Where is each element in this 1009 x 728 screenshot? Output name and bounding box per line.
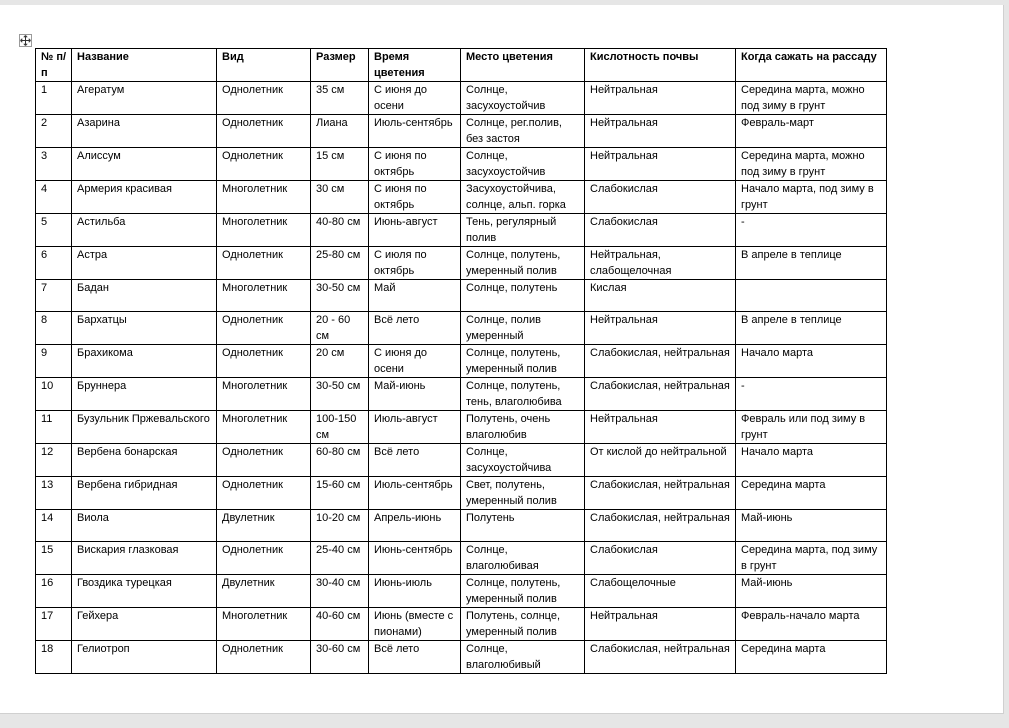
cell-bloom-time[interactable]: Июнь-август xyxy=(369,214,461,247)
cell-bloom-place[interactable]: Солнце, засухоустойчив xyxy=(461,82,585,115)
cell-name[interactable]: Алиссум xyxy=(72,148,217,181)
cell-name[interactable]: Астра xyxy=(72,247,217,280)
cell-bloom-time[interactable]: Всё лето xyxy=(369,641,461,674)
cell-seedling-time[interactable]: В апреле в теплице xyxy=(736,247,887,280)
cell-num[interactable]: 6 xyxy=(36,247,72,280)
cell-size[interactable]: 30 см xyxy=(311,181,369,214)
cell-type[interactable]: Двулетник xyxy=(217,510,311,542)
table-row xyxy=(36,247,887,280)
cell-soil-acidity[interactable]: Нейтральная xyxy=(585,115,736,148)
cell-seedling-time[interactable]: Май-июнь xyxy=(736,575,887,608)
cell-soil-acidity[interactable]: Слабокислая, нейтральная xyxy=(585,641,736,674)
cell-num[interactable]: 5 xyxy=(36,214,72,247)
cell-bloom-time[interactable]: С июля по октябрь xyxy=(369,247,461,280)
cell-type[interactable]: Многолетник xyxy=(217,181,311,214)
cell-bloom-time[interactable]: С июня по октябрь xyxy=(369,148,461,181)
cell-type[interactable]: Однолетник xyxy=(217,312,311,345)
cell-soil-acidity[interactable]: Нейтральная, слабощелочная xyxy=(585,247,736,280)
cell-bloom-place[interactable]: Полутень, солнце, умеренный полив xyxy=(461,608,585,641)
column-header-num: № п/п xyxy=(36,49,72,82)
cell-bloom-place[interactable]: Солнце, полутень, умеренный полив xyxy=(461,575,585,608)
cell-bloom-time[interactable]: Апрель-июнь xyxy=(369,510,461,542)
cell-name[interactable]: Агератум xyxy=(72,82,217,115)
cell-type[interactable]: Однолетник xyxy=(217,115,311,148)
cell-bloom-time[interactable]: Июнь-сентябрь xyxy=(369,542,461,575)
cell-bloom-time[interactable]: С июня по октябрь xyxy=(369,181,461,214)
table-row xyxy=(36,444,887,477)
cell-size[interactable]: 20 см xyxy=(311,345,369,378)
cell-num[interactable]: 13 xyxy=(36,477,72,510)
cell-bloom-place[interactable]: Засухоустойчива, солнце, альп. горка xyxy=(461,181,585,214)
cell-type[interactable]: Однолетник xyxy=(217,148,311,181)
cell-type[interactable]: Многолетник xyxy=(217,608,311,641)
cell-size[interactable]: 40-60 см xyxy=(311,608,369,641)
cell-bloom-time[interactable]: С июня до осени xyxy=(369,82,461,115)
cell-num[interactable]: 12 xyxy=(36,444,72,477)
cell-size[interactable]: 15 см xyxy=(311,148,369,181)
column-header-type: Вид xyxy=(217,49,311,82)
cell-bloom-place[interactable]: Свет, полутень, умеренный полив xyxy=(461,477,585,510)
cell-num[interactable]: 16 xyxy=(36,575,72,608)
cell-name[interactable]: Вискария глазковая xyxy=(72,542,217,575)
cell-num[interactable]: 8 xyxy=(36,312,72,345)
cell-bloom-time[interactable]: Июль-сентябрь xyxy=(369,115,461,148)
cell-size[interactable]: 10-20 см xyxy=(311,510,369,542)
table-row xyxy=(36,115,887,148)
cell-soil-acidity[interactable]: Нейтральная xyxy=(585,148,736,181)
cell-type[interactable]: Однолетник xyxy=(217,82,311,115)
column-header-seedling-time: Когда сажать на рассаду xyxy=(736,49,887,82)
cell-num[interactable]: 17 xyxy=(36,608,72,641)
table-row xyxy=(36,510,887,542)
cell-num[interactable]: 18 xyxy=(36,641,72,674)
column-header-soil-acidity: Кислотность почвы xyxy=(585,49,736,82)
cell-num[interactable]: 2 xyxy=(36,115,72,148)
table-row xyxy=(36,312,887,345)
cell-name[interactable]: Виола xyxy=(72,510,217,542)
cell-bloom-time[interactable]: Июль-август xyxy=(369,411,461,444)
cell-name[interactable]: Армерия красивая xyxy=(72,181,217,214)
table-row xyxy=(36,411,887,444)
cell-bloom-place[interactable]: Солнце, полутень, тень, влаголюбива xyxy=(461,378,585,411)
cell-bloom-place[interactable]: Полутень, очень влаголюбив xyxy=(461,411,585,444)
cell-size[interactable]: Лиана xyxy=(311,115,369,148)
column-header-size: Размер xyxy=(311,49,369,82)
cell-soil-acidity[interactable]: Слабокислая, нейтральная xyxy=(585,510,736,542)
cell-name[interactable]: Бархатцы xyxy=(72,312,217,345)
cell-soil-acidity[interactable]: Слабокислая xyxy=(585,542,736,575)
cell-bloom-place[interactable]: Солнце, засухоустойчив xyxy=(461,148,585,181)
table-row xyxy=(36,608,887,641)
table-row xyxy=(36,214,887,247)
cell-size[interactable]: 25-80 см xyxy=(311,247,369,280)
cell-soil-acidity[interactable]: Нейтральная xyxy=(585,312,736,345)
cell-name[interactable]: Вербена бонарская xyxy=(72,444,217,477)
cell-soil-acidity[interactable]: Слабощелочные xyxy=(585,575,736,608)
cell-soil-acidity[interactable]: Нейтральная xyxy=(585,82,736,115)
cell-bloom-time[interactable]: Май-июнь xyxy=(369,378,461,411)
cell-type[interactable]: Однолетник xyxy=(217,542,311,575)
cell-name[interactable]: Вербена гибридная xyxy=(72,477,217,510)
table-row xyxy=(36,641,887,674)
cell-name[interactable]: Гвоздика турецкая xyxy=(72,575,217,608)
cell-num[interactable]: 11 xyxy=(36,411,72,444)
cell-name[interactable]: Бадан xyxy=(72,280,217,312)
cell-bloom-time[interactable]: С июня до осени xyxy=(369,345,461,378)
cell-seedling-time[interactable]: В апреле в теплице xyxy=(736,312,887,345)
table-row xyxy=(36,477,887,510)
cell-num[interactable]: 9 xyxy=(36,345,72,378)
cell-bloom-time[interactable]: Всё лето xyxy=(369,312,461,345)
cell-name[interactable]: Бузульник Пржевальского xyxy=(72,411,217,444)
cell-bloom-place[interactable]: Солнце, полутень, умеренный полив xyxy=(461,345,585,378)
cell-num[interactable]: 15 xyxy=(36,542,72,575)
cell-seedling-time[interactable]: - xyxy=(736,378,887,411)
document-page xyxy=(0,5,1004,714)
table-row xyxy=(36,542,887,575)
table-row xyxy=(36,148,887,181)
cell-soil-acidity[interactable]: Слабокислая, нейтральная xyxy=(585,477,736,510)
cell-size[interactable]: 15-60 см xyxy=(311,477,369,510)
cell-size[interactable]: 25-40 см xyxy=(311,542,369,575)
cell-num[interactable]: 7 xyxy=(36,280,72,312)
cell-bloom-time[interactable]: Июль-сентябрь xyxy=(369,477,461,510)
cell-soil-acidity[interactable]: Слабокислая, нейтральная xyxy=(585,345,736,378)
table-row xyxy=(36,280,887,312)
cell-seedling-time[interactable]: Середина марта, можно под зиму в грунт xyxy=(736,148,887,181)
cell-seedling-time[interactable]: Февраль-март xyxy=(736,115,887,148)
cell-seedling-time[interactable]: Май-июнь xyxy=(736,510,887,542)
table-move-handle-icon[interactable] xyxy=(19,34,32,47)
cell-name[interactable]: Азарина xyxy=(72,115,217,148)
table-row xyxy=(36,378,887,411)
cell-seedling-time[interactable]: Февраль-начало марта xyxy=(736,608,887,641)
cell-size[interactable]: 30-50 см xyxy=(311,280,369,312)
cell-num[interactable]: 10 xyxy=(36,378,72,411)
cell-bloom-place[interactable]: Солнце, полутень, умеренный полив xyxy=(461,247,585,280)
cell-type[interactable]: Многолетник xyxy=(217,280,311,312)
table-row xyxy=(36,181,887,214)
cell-seedling-time[interactable]: - xyxy=(736,214,887,247)
cell-bloom-time[interactable]: Май xyxy=(369,280,461,312)
cell-size[interactable]: 40-80 см xyxy=(311,214,369,247)
cell-soil-acidity[interactable]: Кислая xyxy=(585,280,736,312)
cell-type[interactable]: Двулетник xyxy=(217,575,311,608)
cell-seedling-time[interactable]: Февраль или под зиму в грунт xyxy=(736,411,887,444)
cell-seedling-time[interactable]: Середина марта, можно под зиму в грунт xyxy=(736,82,887,115)
cell-bloom-place[interactable]: Солнце, рег.полив, без застоя xyxy=(461,115,585,148)
cell-bloom-place[interactable]: Солнце, влаголюбивая xyxy=(461,542,585,575)
cell-bloom-time[interactable]: Июнь (вместе с пионами) xyxy=(369,608,461,641)
cell-num[interactable]: 3 xyxy=(36,148,72,181)
cell-type[interactable]: Многолетник xyxy=(217,214,311,247)
cell-seedling-time[interactable] xyxy=(736,280,887,312)
cell-bloom-place[interactable]: Солнце, полив умеренный xyxy=(461,312,585,345)
cell-size[interactable]: 60-80 см xyxy=(311,444,369,477)
cell-type[interactable]: Однолетник xyxy=(217,444,311,477)
cell-size[interactable]: 30-40 см xyxy=(311,575,369,608)
cell-size[interactable]: 35 см xyxy=(311,82,369,115)
cell-bloom-place[interactable]: Тень, регулярный полив xyxy=(461,214,585,247)
cell-name[interactable]: Бруннера xyxy=(72,378,217,411)
table-header-row xyxy=(36,49,887,82)
cell-type[interactable]: Многолетник xyxy=(217,411,311,444)
cell-seedling-time[interactable]: Середина марта xyxy=(736,641,887,674)
cell-bloom-place[interactable]: Солнце, влаголюбивый xyxy=(461,641,585,674)
cell-soil-acidity[interactable]: Слабокислая xyxy=(585,181,736,214)
cell-name[interactable]: Гелиотроп xyxy=(72,641,217,674)
column-header-name: Название xyxy=(72,49,217,82)
cell-size[interactable]: 20 - 60 см xyxy=(311,312,369,345)
cell-type[interactable]: Однолетник xyxy=(217,477,311,510)
column-header-bloom-place: Место цветения xyxy=(461,49,585,82)
cell-name[interactable]: Астильба xyxy=(72,214,217,247)
cell-num[interactable]: 14 xyxy=(36,510,72,542)
cell-bloom-place[interactable]: Солнце, полутень xyxy=(461,280,585,312)
cell-type[interactable]: Однолетник xyxy=(217,641,311,674)
cell-size[interactable]: 30-60 см xyxy=(311,641,369,674)
cell-bloom-time[interactable]: Всё лето xyxy=(369,444,461,477)
cell-bloom-time[interactable]: Июнь-июль xyxy=(369,575,461,608)
cell-num[interactable]: 1 xyxy=(36,82,72,115)
cell-name[interactable]: Брахикома xyxy=(72,345,217,378)
cell-seedling-time[interactable]: Начало марта xyxy=(736,345,887,378)
table-row xyxy=(36,82,887,115)
cell-type[interactable]: Однолетник xyxy=(217,345,311,378)
cell-seedling-time[interactable]: Середина марта, под зиму в грунт xyxy=(736,542,887,575)
flowers-table xyxy=(35,48,887,674)
cell-soil-acidity[interactable]: Слабокислая, нейтральная xyxy=(585,378,736,411)
cell-bloom-place[interactable]: Солнце, засухоустойчива xyxy=(461,444,585,477)
cell-seedling-time[interactable]: Начало марта xyxy=(736,444,887,477)
column-header-bloom-time: Время цветения xyxy=(369,49,461,82)
cell-soil-acidity[interactable]: Слабокислая xyxy=(585,214,736,247)
cell-soil-acidity[interactable]: Нейтральная xyxy=(585,608,736,641)
cell-seedling-time[interactable]: Начало марта, под зиму в грунт xyxy=(736,181,887,214)
cell-type[interactable]: Однолетник xyxy=(217,247,311,280)
cell-size[interactable]: 30-50 см xyxy=(311,378,369,411)
cell-bloom-place[interactable]: Полутень xyxy=(461,510,585,542)
cell-soil-acidity[interactable]: От кислой до нейтральной xyxy=(585,444,736,477)
cell-type[interactable]: Многолетник xyxy=(217,378,311,411)
cell-seedling-time[interactable]: Середина марта xyxy=(736,477,887,510)
table-row xyxy=(36,345,887,378)
cell-soil-acidity[interactable]: Нейтральная xyxy=(585,411,736,444)
cell-name[interactable]: Гейхера xyxy=(72,608,217,641)
cell-size[interactable]: 100-150 см xyxy=(311,411,369,444)
table-row xyxy=(36,575,887,608)
cell-num[interactable]: 4 xyxy=(36,181,72,214)
